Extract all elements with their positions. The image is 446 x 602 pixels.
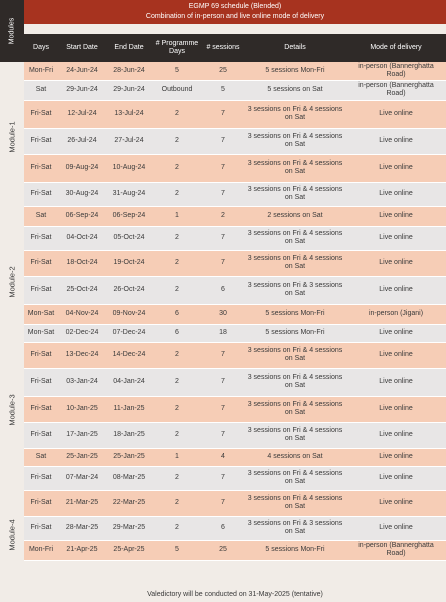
row-details: 5 sessions Mon-Fri (265, 66, 325, 74)
row-sessions: 25 (219, 546, 227, 553)
row-days: Sat (35, 86, 47, 93)
row-days: Fri-Sat (30, 431, 52, 438)
row-details: 3 sessions on Fri & 3 sessions on Sat (247, 282, 343, 297)
header-sessions: # sessions (206, 44, 240, 51)
row-start-date: 04-Oct-24 (66, 234, 98, 241)
row-programme-days: 2 (175, 110, 179, 117)
row-end-date: 04-Jan-24 (113, 378, 145, 385)
row-details: 3 sessions on Fri & 4 sessions on Sat (247, 495, 343, 510)
row-start-date: 12-Jul-24 (67, 110, 97, 117)
row-mode: Live online (379, 378, 413, 385)
row-end-date: 27-Jul-24 (114, 137, 144, 144)
table-header-row (24, 34, 446, 62)
row-sessions: 18 (219, 329, 227, 336)
row-programme-days: 2 (175, 499, 179, 506)
row-mode: Live online (379, 351, 413, 358)
row-days: Fri-Sat (30, 378, 52, 385)
row-details: 3 sessions on Fri & 4 sessions on Sat (247, 427, 343, 442)
row-sessions: 7 (221, 190, 225, 197)
row-sessions: 7 (221, 137, 225, 144)
row-programme-days: 2 (175, 378, 179, 385)
table-row (24, 226, 446, 250)
row-end-date: 13-Jul-24 (114, 110, 144, 117)
row-end-date: 05-Oct-24 (113, 234, 145, 241)
row-details: 2 sessions on Sat (267, 212, 323, 219)
row-details: 4 sessions on Sat (267, 453, 323, 460)
row-end-date: 10-Aug-24 (112, 164, 146, 171)
header-end-date: End Date (114, 44, 144, 51)
table-row (24, 304, 446, 324)
row-start-date: 21-Mar-25 (65, 499, 99, 506)
row-sessions: 7 (221, 259, 225, 266)
row-mode: Live online (379, 431, 413, 438)
row-end-date: 07-Dec-24 (112, 329, 146, 336)
row-mode: Live online (379, 190, 413, 197)
row-days: Fri-Sat (30, 524, 52, 531)
row-mode: Live online (379, 453, 413, 460)
row-programme-days: 6 (175, 329, 179, 336)
row-end-date: 08-Mar-25 (112, 474, 146, 481)
row-days: Sat (35, 212, 47, 219)
row-details: 3 sessions on Fri & 4 sessions on Sat (247, 106, 343, 121)
row-end-date: 18-Jan-25 (113, 431, 145, 438)
row-programme-days: Outbound (161, 86, 193, 93)
schedule-title (24, 0, 446, 24)
table-row (24, 276, 446, 304)
row-sessions: 7 (221, 431, 225, 438)
row-mode: Live online (379, 329, 413, 336)
table-row (24, 396, 446, 422)
row-end-date: 28-Jun-24 (113, 66, 145, 74)
row-mode: Live online (379, 474, 413, 481)
row-start-date: 10-Jan-25 (66, 405, 98, 412)
row-mode: in-person (Bannerghatta Road) (358, 542, 434, 557)
row-start-date: 25-Oct-24 (66, 286, 98, 293)
row-details: 3 sessions on Fri & 4 sessions on Sat (247, 255, 343, 270)
modules-header-cell (0, 0, 24, 62)
row-end-date: 11-Jan-25 (113, 405, 145, 412)
row-programme-days: 2 (175, 259, 179, 266)
table-row (24, 422, 446, 448)
row-start-date: 13-Dec-24 (65, 351, 99, 358)
row-start-date: 24-Jun-24 (66, 66, 98, 74)
table-row (24, 448, 446, 466)
row-end-date: 26-Oct-24 (113, 286, 145, 293)
row-end-date: 19-Oct-24 (113, 259, 145, 266)
row-start-date: 04-Nov-24 (65, 310, 99, 317)
row-start-date: 09-Aug-24 (65, 164, 99, 171)
row-details: 3 sessions on Fri & 4 sessions on Sat (247, 186, 343, 201)
row-sessions: 7 (221, 234, 225, 241)
row-start-date: 28-Mar-25 (65, 524, 99, 531)
table-row (24, 516, 446, 540)
row-start-date: 18-Oct-24 (66, 259, 98, 266)
row-end-date: 06-Sep-24 (112, 212, 146, 219)
row-programme-days: 2 (175, 286, 179, 293)
table-row (24, 80, 446, 100)
row-details: 5 sessions on Sat (267, 86, 323, 93)
row-days: Mon-Sat (27, 329, 55, 336)
row-programme-days: 2 (175, 405, 179, 412)
row-sessions: 30 (219, 310, 227, 317)
row-sessions: 7 (221, 351, 225, 358)
row-mode: in-person (Bannerghatta Road) (358, 62, 434, 78)
row-days: Mon-Fri (28, 546, 54, 553)
table-row (24, 466, 446, 490)
row-mode: Live online (379, 137, 413, 144)
table-row (24, 62, 446, 80)
row-start-date: 21-Apr-25 (66, 546, 98, 553)
row-mode: in-person (Jigani) (368, 310, 424, 317)
row-sessions: 2 (221, 212, 225, 219)
row-details: 3 sessions on Fri & 4 sessions on Sat (247, 470, 343, 485)
row-days: Fri-Sat (30, 474, 52, 481)
row-end-date: 29-Jun-24 (113, 86, 145, 93)
table-row (24, 206, 446, 226)
row-days: Fri-Sat (30, 137, 52, 144)
row-days: Fri-Sat (30, 190, 52, 197)
row-programme-days: 5 (175, 66, 179, 74)
row-days: Mon-Sat (27, 310, 55, 317)
row-mode: Live online (379, 405, 413, 412)
schedule-title-line2: Combination of in-person and live online mode of delivery (145, 13, 325, 20)
row-sessions: 6 (221, 286, 225, 293)
table-row (24, 342, 446, 368)
header-days: Days (33, 44, 49, 51)
row-mode: in-person (Bannerghatta Road) (358, 82, 434, 97)
row-start-date: 26-Jul-24 (67, 137, 97, 144)
row-details: 5 sessions Mon-Fri (265, 310, 325, 317)
table-row (24, 128, 446, 154)
row-sessions: 7 (221, 378, 225, 385)
row-details: 3 sessions on Fri & 4 sessions on Sat (247, 374, 343, 389)
row-details: 5 sessions Mon-Fri (265, 329, 325, 336)
row-details: 3 sessions on Fri & 4 sessions on Sat (247, 230, 343, 245)
row-sessions: 7 (221, 405, 225, 412)
row-start-date: 29-Jun-24 (66, 86, 98, 93)
valedictory-note: Valedictory will be conducted on 31-May-2025 (tentative) (147, 591, 323, 598)
modules-header-label: Modules (8, 17, 16, 45)
row-mode: Live online (379, 259, 413, 266)
row-days: Fri-Sat (30, 286, 52, 293)
row-sessions: 7 (221, 474, 225, 481)
row-sessions: 6 (221, 524, 225, 531)
row-mode: Live online (379, 164, 413, 171)
row-days: Sat (35, 453, 47, 460)
row-programme-days: 6 (175, 310, 179, 317)
header-mode: Mode of delivery (370, 44, 422, 51)
row-days: Fri-Sat (30, 234, 52, 241)
row-start-date: 06-Sep-24 (65, 212, 99, 219)
row-details: 3 sessions on Fri & 4 sessions on Sat (247, 347, 343, 362)
table-row (24, 154, 446, 182)
table-row (24, 182, 446, 206)
row-days: Fri-Sat (30, 164, 52, 171)
table-row (24, 368, 446, 396)
row-details: 3 sessions on Fri & 4 sessions on Sat (247, 401, 343, 416)
row-programme-days: 1 (175, 453, 179, 460)
row-sessions: 25 (219, 66, 227, 74)
row-programme-days: 2 (175, 431, 179, 438)
row-programme-days: 1 (175, 212, 179, 219)
row-start-date: 02-Dec-24 (65, 329, 99, 336)
row-programme-days: 2 (175, 351, 179, 358)
row-end-date: 09-Nov-24 (112, 310, 146, 317)
row-mode: Live online (379, 499, 413, 506)
row-days: Fri-Sat (30, 405, 52, 412)
row-programme-days: 2 (175, 164, 179, 171)
row-details: 3 sessions on Fri & 4 sessions on Sat (247, 160, 343, 175)
table-row (24, 100, 446, 128)
row-programme-days: 2 (175, 137, 179, 144)
row-details: 5 sessions Mon-Fri (265, 546, 325, 553)
table-row (24, 324, 446, 342)
row-programme-days: 5 (175, 546, 179, 553)
header-start-date: Start Date (66, 44, 98, 51)
row-sessions: 7 (221, 499, 225, 506)
row-end-date: 29-Mar-25 (112, 524, 146, 531)
module-column (0, 62, 24, 586)
schedule-title-line1: EGMP 69 schedule (Blended) (188, 3, 282, 10)
schedule-table (24, 34, 446, 561)
row-mode: Live online (379, 524, 413, 531)
row-details: 3 sessions on Fri & 3 sessions on Sat (247, 520, 343, 535)
row-sessions: 5 (221, 86, 225, 93)
row-programme-days: 2 (175, 190, 179, 197)
module-1-label: Module-1 (7, 121, 17, 153)
row-sessions: 7 (221, 110, 225, 117)
row-days: Fri-Sat (30, 351, 52, 358)
row-mode: Live online (379, 234, 413, 241)
row-mode: Live online (379, 110, 413, 117)
module-4-label: Module-4 (7, 519, 17, 551)
row-start-date: 30-Aug-24 (65, 190, 99, 197)
row-end-date: 25-Apr-25 (113, 546, 145, 553)
row-start-date: 17-Jan-25 (66, 431, 98, 438)
module-3-label: Module-3 (7, 394, 17, 426)
row-mode: Live online (379, 212, 413, 219)
row-days: Fri-Sat (30, 499, 52, 506)
row-end-date: 25-Jan-25 (113, 453, 145, 460)
row-start-date: 07-Mar-24 (65, 474, 99, 481)
table-row (24, 250, 446, 276)
module-2-label: Module-2 (7, 266, 17, 298)
row-days: Fri-Sat (30, 259, 52, 266)
row-sessions: 4 (221, 453, 225, 460)
row-programme-days: 2 (175, 474, 179, 481)
row-sessions: 7 (221, 164, 225, 171)
row-end-date: 22-Mar-25 (112, 499, 146, 506)
row-programme-days: 2 (175, 524, 179, 531)
row-days: Fri-Sat (30, 110, 52, 117)
row-mode: Live online (379, 286, 413, 293)
row-days: Mon-Fri (28, 66, 54, 74)
header-programme-days: # Programme Days (155, 40, 199, 55)
table-row (24, 490, 446, 516)
row-details: 3 sessions on Fri & 4 sessions on Sat (247, 133, 343, 148)
row-start-date: 25-Jan-25 (66, 453, 98, 460)
header-details: Details (284, 44, 306, 51)
row-start-date: 03-Jan-24 (66, 378, 98, 385)
row-end-date: 14-Dec-24 (112, 351, 146, 358)
row-programme-days: 2 (175, 234, 179, 241)
row-end-date: 31-Aug-24 (112, 190, 146, 197)
table-row (24, 540, 446, 560)
